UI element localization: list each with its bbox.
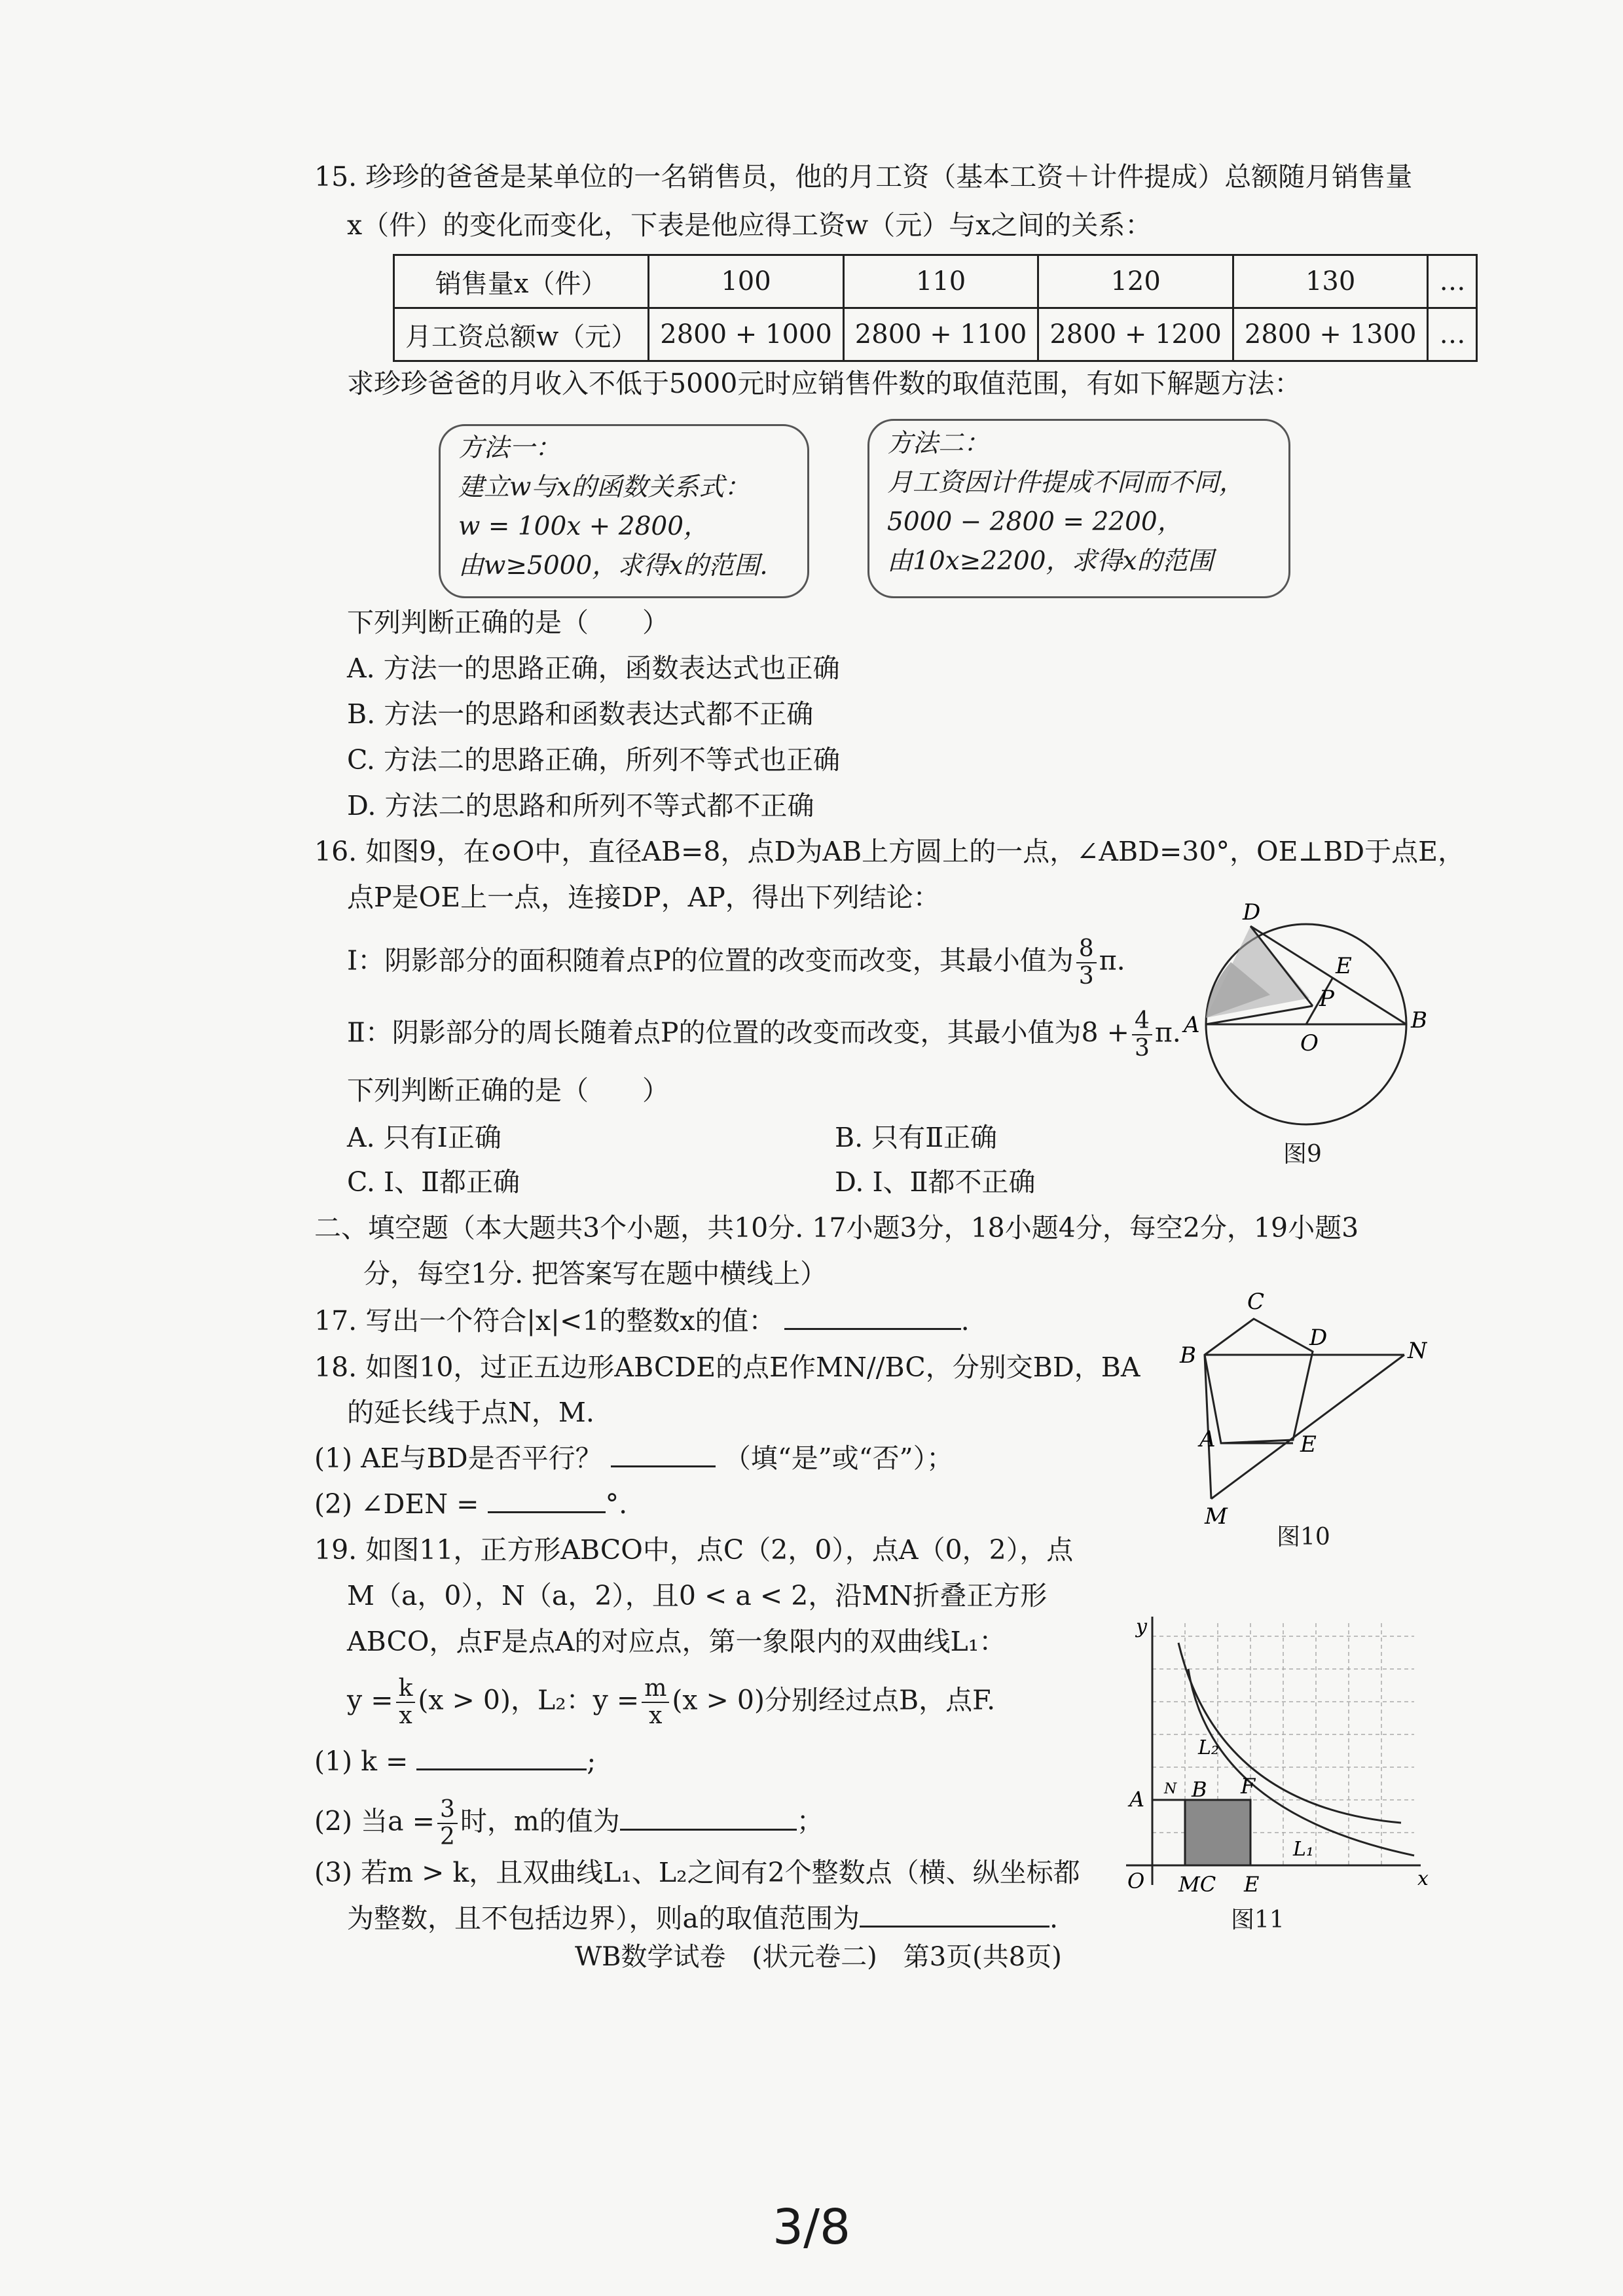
fraction-numerator: 8 (1076, 936, 1097, 963)
table-cell: 月工资总额w（元） (394, 308, 649, 361)
fraction (1076, 936, 1097, 990)
q19-part1 (314, 1744, 596, 1778)
conclusion-2-text: Ⅱ：阴影部分的周长随着点P的位置的改变而改变，其最小值为8 + (347, 1016, 1129, 1049)
q15-question: 下列判断正确的是（ ） (347, 607, 669, 638)
label-a: A (1184, 1012, 1200, 1038)
page-footer: WB数学试卷 (状元卷二) 第3页(共8页) (575, 1942, 1062, 1972)
q19-part2-end: ； (796, 1805, 824, 1837)
conclusion-1-text: Ⅰ：阴影部分的面积随着点P的位置的改变而改变，其最小值为 (347, 944, 1074, 977)
q19-part2-text: (2) 当a = (314, 1805, 435, 1837)
q16-conclusion-2 (347, 1008, 1181, 1062)
q15-option-b: B. 方法一的思路和函数表达式都不正确 (347, 698, 814, 730)
table-cell: 120 (1038, 255, 1233, 308)
method1-line: 建立w与x的函数关系式： (458, 473, 750, 502)
q18-line2: 的延长线于点N，M. (347, 1397, 594, 1428)
fraction-denominator: x (649, 1702, 663, 1729)
table-cell: … (1428, 255, 1477, 308)
function-mid: (x > 0)，L₂：y = (418, 1684, 640, 1716)
fraction-numerator: m (642, 1676, 669, 1703)
label-m: M (1205, 1503, 1228, 1530)
label-d: D (1243, 899, 1261, 925)
label-b: B (1180, 1342, 1196, 1369)
q18-part2-end: °. (605, 1488, 628, 1520)
q16-question: 下列判断正确的是（ ） (347, 1075, 669, 1106)
section-2-title-cont: 分，每空1分. 把答案写在题中横线上） (363, 1258, 828, 1289)
q16-option-a: A. 只有Ⅰ正确 (347, 1122, 501, 1153)
fraction (642, 1676, 669, 1729)
table-cell: 130 (1233, 255, 1428, 308)
label-o: O (1127, 1869, 1145, 1893)
q19-part3-line1: (3) 若m > k，且双曲线L₁、L₂之间有2个整数点（横、纵坐标都 (314, 1857, 1080, 1888)
q17-end: . (960, 1305, 970, 1336)
q15-stem-line1: 15. 珍珍的爸爸是某单位的一名销售员，他的月工资（基本工资＋计件提成）总额随月销售量 (314, 161, 1413, 192)
table-cell: 销售量x（件） (394, 255, 649, 308)
conclusion-1-end: π. (1099, 944, 1125, 977)
fraction-denominator: 2 (439, 1823, 455, 1850)
method2-line: 由10x≥2200，求得x的范围 (887, 547, 1214, 576)
label-n: N (1408, 1338, 1427, 1364)
answer-blank[interactable] (611, 1443, 716, 1467)
q15-intro: 求珍珍爸爸的月收入不低于5000元时应销售件数的取值范围，有如下解题方法： (347, 368, 1302, 399)
answer-blank[interactable] (416, 1746, 587, 1770)
q17-text: 17. 写出一个符合|x|<1的整数x的值： (314, 1305, 776, 1336)
answer-blank[interactable] (488, 1489, 606, 1513)
fraction (396, 1676, 416, 1729)
q18-part2-text: (2) ∠DEN = (314, 1488, 479, 1520)
label-x: x (1417, 1867, 1429, 1890)
q15-option-d: D. 方法二的思路和所列不等式都不正确 (347, 790, 814, 821)
label-c: C (1247, 1289, 1265, 1315)
label-a: A (1129, 1787, 1145, 1812)
q19-functions (347, 1676, 995, 1729)
fraction-numerator: 3 (437, 1797, 458, 1824)
label-e: E (1300, 1431, 1317, 1458)
function-y: y = (347, 1684, 393, 1716)
table-cell: 2800 + 1000 (649, 308, 844, 361)
q18-part1-hint: （填“是”或“否”）； (723, 1443, 954, 1474)
label-e: E (1244, 1872, 1260, 1897)
q19-part1-end: ; (587, 1746, 596, 1777)
fraction (1132, 1008, 1152, 1062)
figure-11-caption: 图11 (1231, 1907, 1285, 1933)
q16-option-d: D. Ⅰ、Ⅱ都不正确 (835, 1166, 1036, 1198)
label-f: F (1241, 1774, 1256, 1799)
page-number: 3/8 (773, 2199, 851, 2255)
method1-line: w = 100x + 2800， (458, 512, 710, 541)
fraction (437, 1797, 458, 1850)
q16-option-c: C. Ⅰ、Ⅱ都正确 (347, 1166, 520, 1198)
answer-blank[interactable] (620, 1806, 797, 1831)
label-n: N (1164, 1781, 1177, 1797)
q19-part2 (314, 1797, 824, 1850)
table-cell: 110 (843, 255, 1038, 308)
q19-line3: ABCO，点F是点A的对应点，第一象限内的双曲线L₁： (347, 1626, 1006, 1657)
label-p: P (1319, 986, 1334, 1012)
label-o: O (1300, 1030, 1319, 1056)
figure-10 (1152, 1283, 1427, 1532)
table-cell: 2800 + 1300 (1233, 308, 1428, 361)
figure-10-caption: 图10 (1277, 1524, 1330, 1551)
q19-line2: M（a，0），N（a，2），且0 < a < 2，沿MN折叠正方形 (347, 1580, 1048, 1611)
label-mc: MC (1178, 1872, 1216, 1897)
q16-option-b: B. 只有Ⅱ正确 (835, 1122, 998, 1153)
table-cell: 2800 + 1200 (1038, 308, 1233, 361)
method2-line: 5000 − 2800 = 2200， (887, 507, 1183, 537)
label-d: D (1309, 1325, 1328, 1351)
salary-table (393, 254, 1478, 362)
q18-line1: 18. 如图10，过正五边形ABCDE的点E作MN//BC，分别交BD，BA (314, 1352, 1140, 1383)
method1-line: 方法一： (458, 433, 561, 463)
table-row (394, 308, 1477, 361)
q18-part1-text: (1) AE与BD是否平行？ (314, 1443, 602, 1474)
fraction-denominator: 3 (1078, 963, 1094, 990)
q15-stem-line2: x（件）的变化而变化，下表是他应得工资w（元）与x之间的关系： (347, 209, 1152, 241)
label-a: A (1199, 1426, 1216, 1452)
folded-rectangle (1185, 1800, 1250, 1865)
q18-part1 (314, 1441, 953, 1475)
q16-conclusion-1 (347, 936, 1125, 990)
pentagon-abcde (1205, 1319, 1313, 1443)
q19-part3-end: . (1049, 1903, 1058, 1934)
fraction-denominator: 3 (1134, 1035, 1150, 1062)
q19-part3-line2 (347, 1901, 1058, 1935)
table-cell: … (1428, 308, 1477, 361)
method1-line: 由w≥5000，求得x的范围. (458, 551, 768, 581)
q17 (314, 1304, 970, 1338)
label-b: B (1192, 1777, 1207, 1802)
q19-part2-mid: 时，m的值为 (460, 1805, 620, 1837)
method2-line: 月工资因计件提成不同而不同， (887, 468, 1245, 497)
section-2-title: 二、填空题（本大题共3个小题，共10分. 17小题3分，18小题4分，每空2分，19小题3 (314, 1212, 1359, 1244)
table-cell: 100 (649, 255, 844, 308)
q15-option-c: C. 方法二的思路正确，所列不等式也正确 (347, 744, 840, 776)
q19-part1-text: (1) k = (314, 1746, 409, 1777)
q19-line1: 19. 如图11，正方形ABCO中，点C（2，0），点A（0，2），点 (314, 1534, 1074, 1566)
answer-blank[interactable] (784, 1306, 961, 1330)
fraction-denominator: x (399, 1702, 412, 1729)
label-b: B (1411, 1007, 1427, 1033)
label-l2: L₂ (1198, 1736, 1219, 1759)
fraction-numerator: k (396, 1676, 416, 1703)
q16-stem-line1: 16. 如图9，在⊙O中，直径AB=8，点D为AB上方圆上的一点，∠ABD=30°，OE⊥BD于点E， (314, 836, 1465, 867)
conclusion-2-end: π. (1154, 1016, 1181, 1049)
answer-blank[interactable] (860, 1903, 1049, 1928)
figure-9-caption: 图9 (1283, 1141, 1322, 1168)
label-y: y (1136, 1615, 1147, 1638)
method2-line: 方法二： (887, 429, 990, 458)
table-row (394, 255, 1477, 308)
table-cell: 2800 + 1100 (843, 308, 1038, 361)
q18-part2 (314, 1487, 627, 1521)
q19-part3-text: 为整数，且不包括边界），则a的取值范围为 (347, 1903, 860, 1934)
label-l1: L₁ (1293, 1838, 1314, 1861)
function-end: (x > 0)分别经过点B，点F. (672, 1684, 996, 1716)
label-e: E (1336, 953, 1352, 979)
q15-option-a: A. 方法一的思路正确，函数表达式也正确 (347, 653, 840, 684)
figure-11 (1087, 1597, 1434, 1924)
q16-stem-line2: 点P是OE上一点，连接DP，AP，得出下列结论： (347, 882, 940, 913)
hyperbola-l2 (1178, 1643, 1401, 1823)
fraction-numerator: 4 (1132, 1008, 1152, 1035)
figure-9 (1172, 893, 1447, 1168)
